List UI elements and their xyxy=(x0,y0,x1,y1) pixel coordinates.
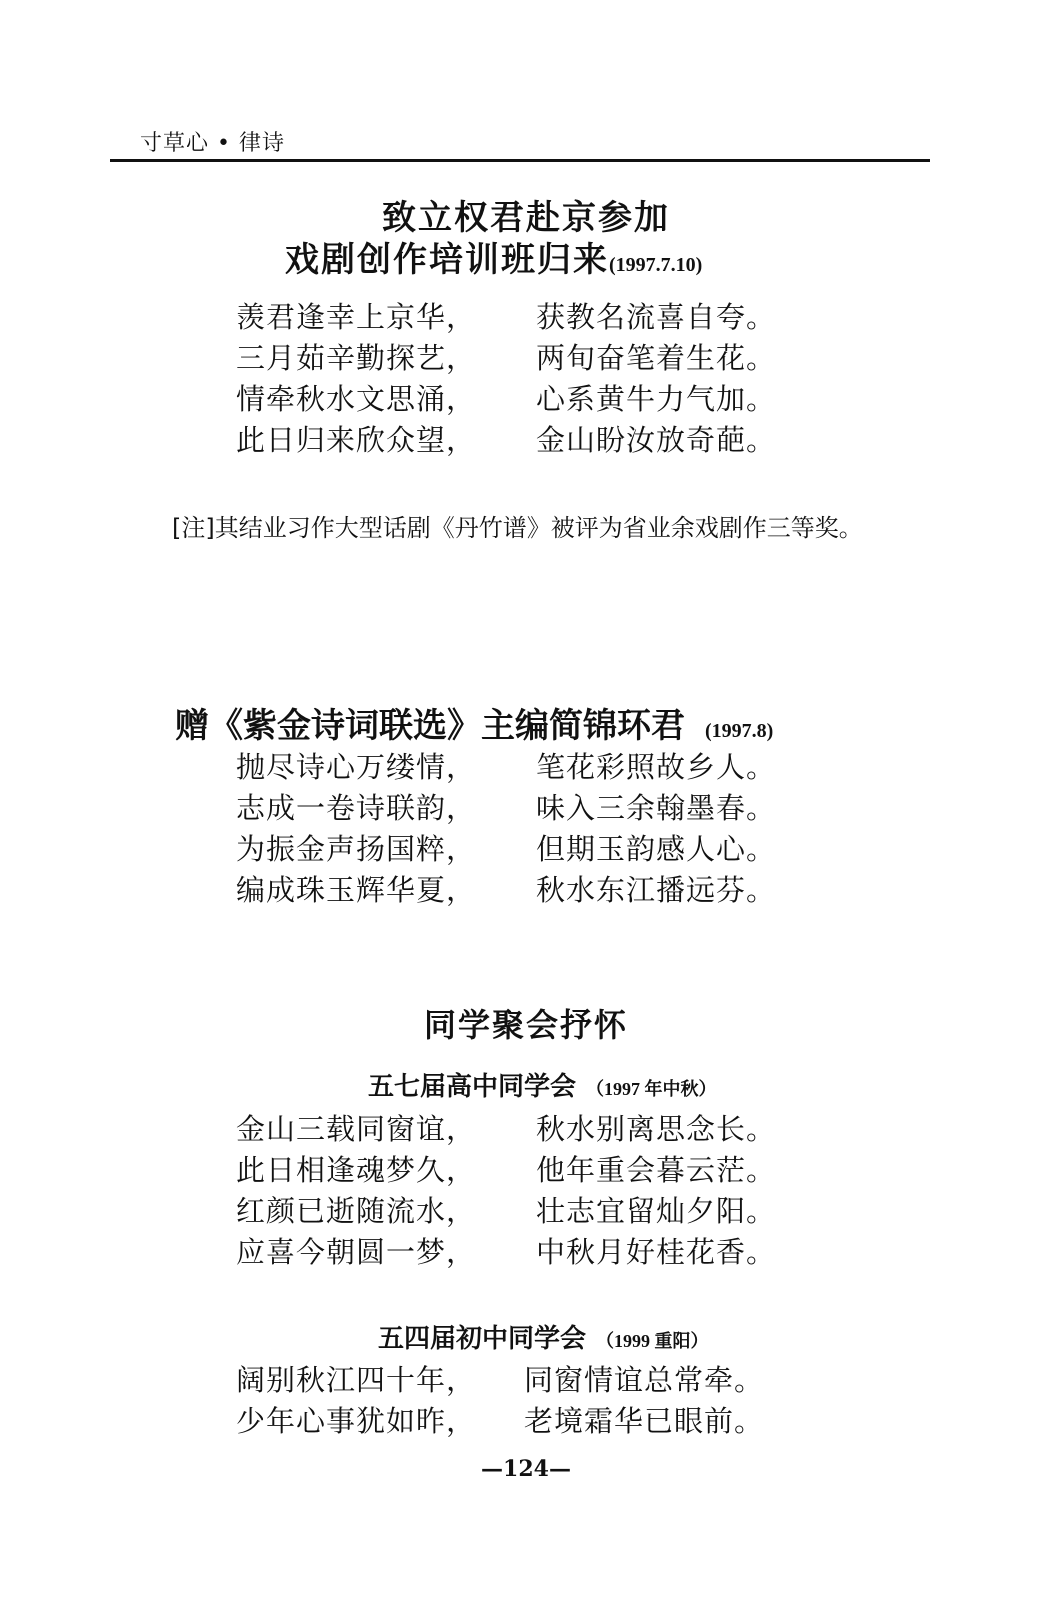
verse-second-half: 两旬奋笔着生花。 xyxy=(536,341,777,375)
poem3-part1-date: （1997 年中秋） xyxy=(586,1079,717,1099)
verse-second-half: 秋水东江播远芬。 xyxy=(536,873,777,907)
verse-first-half: 此日相逢魂梦久， xyxy=(236,1153,477,1187)
verse-second-half: 壮志宜留灿夕阳。 xyxy=(536,1194,777,1228)
verse-second-half: 但期玉韵感人心。 xyxy=(536,832,777,866)
verse-first-half: 为振金声扬国粹， xyxy=(236,832,477,866)
poem3-part1-subtitle xyxy=(368,1066,717,1103)
poem3-part2-date: （1999 重阳） xyxy=(596,1331,709,1351)
verse-second-half: 老境霜华已眼前。 xyxy=(524,1404,765,1438)
running-head: 寸草心 • 律诗 xyxy=(140,131,285,156)
poem3-part1-subtitle-text: 五七届高中同学会 xyxy=(368,1072,577,1102)
verse-first-half: 应喜今朝圆一梦， xyxy=(236,1235,477,1269)
verse-first-half: 红颜已逝随流水， xyxy=(236,1194,477,1228)
verse-second-half: 心系黄牛力气加。 xyxy=(536,382,777,416)
page-number: —124— xyxy=(481,1456,571,1482)
poem2-title xyxy=(175,698,773,747)
verse-second-half: 同窗情谊总常牵。 xyxy=(524,1363,765,1397)
verse-first-half: 志成一卷诗联韵， xyxy=(236,791,477,825)
poem3-title: 同学聚会抒怀 xyxy=(423,1006,628,1044)
verse-first-half: 三月茹辛勤探艺， xyxy=(236,341,477,375)
poem1-note: [注]其结业习作大型话剧《丹竹谱》被评为省业余戏剧作三等奖。 xyxy=(172,514,863,542)
verse-second-half: 他年重会暮云茫。 xyxy=(536,1153,777,1187)
verse-second-half: 金山盼汝放奇葩。 xyxy=(536,423,777,457)
poem3-part2-subtitle xyxy=(378,1318,709,1355)
verse-second-half: 笔花彩照故乡人。 xyxy=(536,750,777,784)
verse-second-half: 秋水别离思念长。 xyxy=(536,1112,777,1146)
verse-second-half: 获教名流喜自夸。 xyxy=(536,300,777,334)
verse-first-half: 阔别秋江四十年， xyxy=(236,1363,477,1397)
poem1-title-line1: 致立权君赴京参加 xyxy=(382,198,670,238)
verse-second-half: 中秋月好桂花香。 xyxy=(536,1235,777,1269)
verse-first-half: 少年心事犹如昨， xyxy=(236,1404,477,1438)
verse-first-half: 金山三载同窗谊， xyxy=(236,1112,477,1146)
verse-first-half: 抛尽诗心万缕情， xyxy=(236,750,477,784)
verse-first-half: 情牵秋水文思涌， xyxy=(236,382,477,416)
poem1-title-text: 戏剧创作培训班归来 xyxy=(285,240,609,280)
poem3-part2-subtitle-text: 五四届初中同学会 xyxy=(378,1324,587,1354)
poem2-title-text: 赠《紫金诗词联选》主编简锦环君 xyxy=(175,706,685,746)
verse-first-half: 羡君逢幸上京华， xyxy=(236,300,477,334)
poem2-date: (1997.8) xyxy=(705,720,774,742)
poem1-date: (1997.7.10) xyxy=(609,254,703,276)
verse-second-half: 味入三余翰墨春。 xyxy=(536,791,777,825)
header-rule xyxy=(110,159,930,162)
poem1-title-line2 xyxy=(285,232,702,281)
verse-first-half: 此日归来欣众望， xyxy=(236,423,477,457)
verse-first-half: 编成珠玉辉华夏， xyxy=(236,873,477,907)
